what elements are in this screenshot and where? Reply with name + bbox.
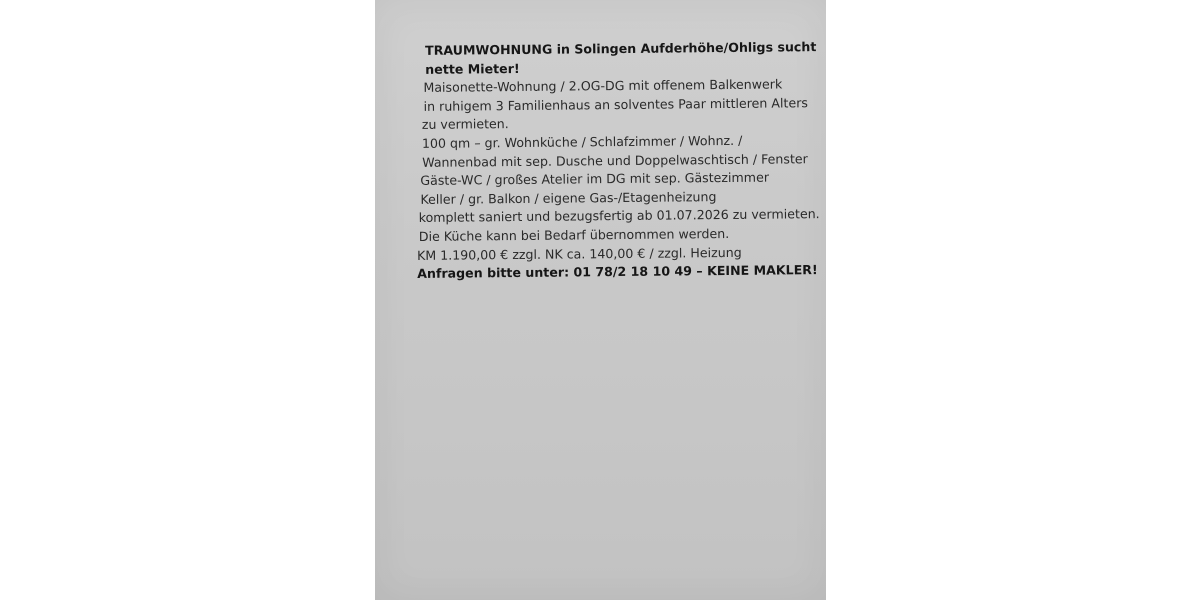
notice-line-apartment-type: Maisonette-Wohnung / 2.OG-DG mit offenem Balkenwerk [423,76,783,96]
notice-text [413,38,820,284]
notice-headline-continued: nette Mieter! [425,60,520,77]
notice-line-to-let: zu vermieten. [421,116,509,133]
paper-sheet [375,0,826,600]
notice-line-house: in ruhigem 3 Familienhaus an solventes Paar mittleren Alters [423,94,808,114]
notice-line-size-rooms: 100 qm – gr. Wohnküche / Schlafzimmer / Wohnz. / [421,132,743,151]
notice-line-kitchen: Die Küche kann bei Bedarf übernommen werden. [418,225,730,244]
notice-headline: TRAUMWOHNUNG in Solingen Aufderhöhe/Ohligs sucht [425,39,817,58]
notice-line-rent: KM 1.190,00 € zzgl. NK ca. 140,00 € / zzgl. Heizung [416,244,742,263]
notice-line-contact: Anfragen bitte unter: 01 78/2 18 10 49 – KEINE MAKLER! [417,262,818,282]
notice-line-availability: komplett saniert und bezugsfertig ab 01.07.2026 zu vermieten. [418,206,820,226]
notice-line-bathroom: Wannenbad mit sep. Dusche und Doppelwaschtisch / Fenster [422,150,808,170]
notice-line-cellar-balcony: Keller / gr. Balkon / eigene Gas-/Etagenheizung [420,188,717,207]
notice-line-guest-wc: Gäste-WC / großes Atelier im DG mit sep. Gästezimmer [420,169,770,189]
